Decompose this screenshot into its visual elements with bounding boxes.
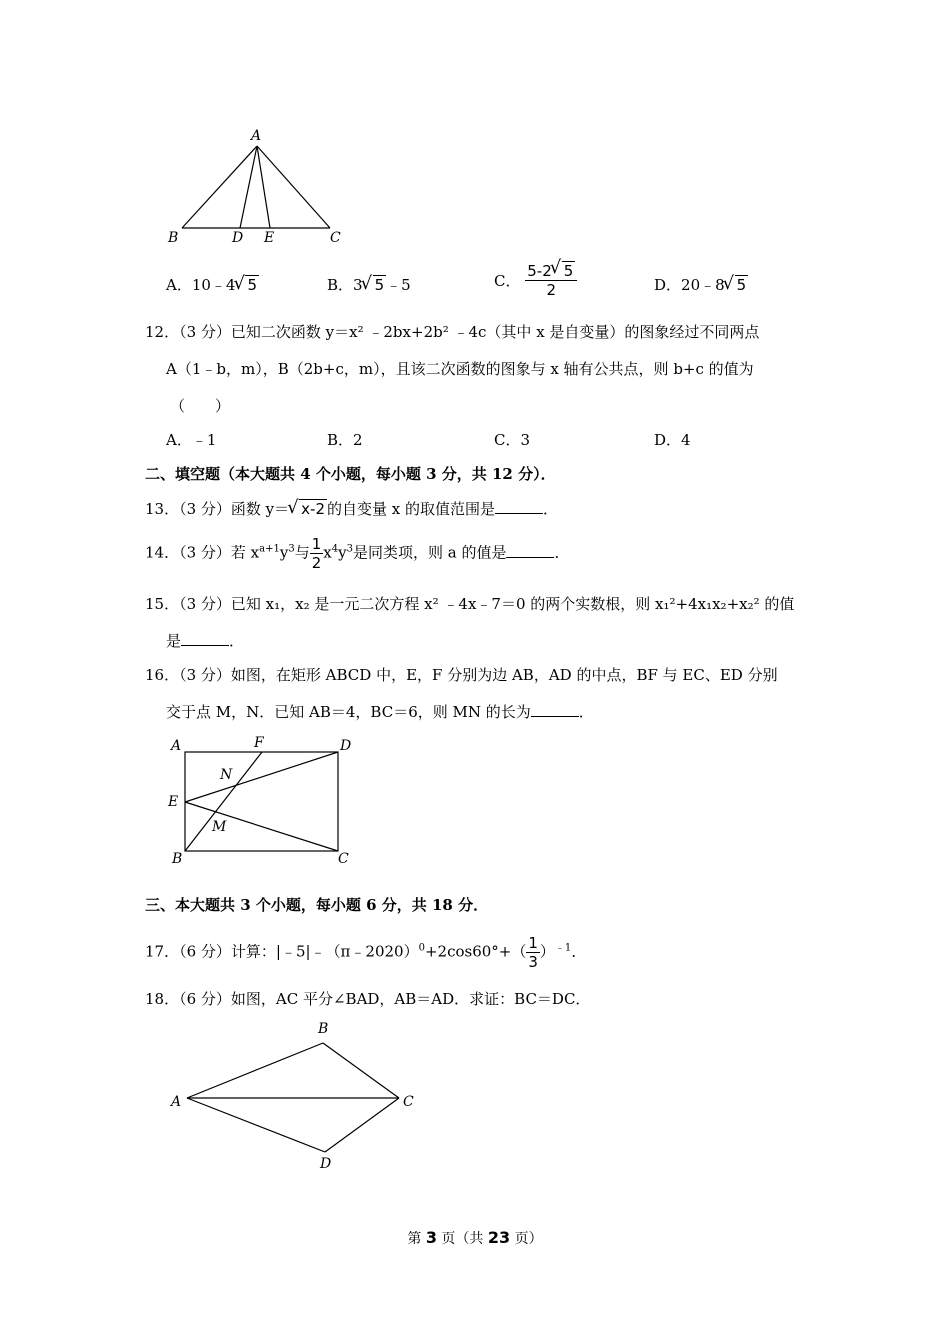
answer-blank [506, 543, 554, 558]
section-3-heading: 三、本大题共 3 个小题，每小题 6 分，共 18 分． [145, 896, 489, 914]
q11-option-c: C． $\frac{5-2√ 5}{2}$ [494, 262, 577, 299]
section-2-heading: 二、填空题（本大题共 4 个小题，每小题 3 分，共 12 分）． [145, 465, 556, 483]
label-A: A [251, 128, 262, 144]
answer-blank [531, 702, 579, 717]
label-B: B [172, 851, 183, 867]
label-C: C [330, 230, 341, 246]
q15-line1: 15．（3 分）已知 x₁，x₂ 是一元二次方程 x² ﹣4x﹣7＝0 的两个实数根，则 x₁²+4x₁x₂+x₂² 的值 [145, 595, 795, 613]
q14: 14．（3 分）若 $x^{a+1}y^3$与 $\frac{1}{2}$ $x^4y^3$是同类项，则 a 的值是 ． [145, 535, 570, 572]
q16-line2: 交于点 M，N．已知 AB＝4，BC＝6，则 MN 的长为 ． [166, 703, 594, 721]
rectangle-figure-q16 [165, 732, 365, 872]
page-footer: 第 3 页（共 23 页） [407, 1228, 543, 1247]
q11-option-d: D．20﹣8√ 5 [654, 274, 748, 295]
q12-line2: A（1﹣b，m），B（2b+c，m），且该二次函数的图象与 x 轴有公共点，则 b+c 的值为 [166, 360, 754, 378]
label-C: C [403, 1094, 414, 1110]
label-A: A [171, 1094, 182, 1110]
label-N: N [220, 767, 233, 783]
label-B: B [168, 230, 179, 246]
q12-option-c: C．3 [494, 431, 531, 449]
q11-option-a: A．10﹣4√ 5 [166, 274, 259, 295]
label-C: C [338, 851, 349, 867]
q16-line1: 16．（3 分）如图，在矩形 ABCD 中，E，F 分别为边 AB，AD 的中点，BF 与 EC、ED 分别 [145, 666, 778, 684]
q12-option-a: A．﹣1 [166, 431, 217, 449]
q12-option-b: B．2 [327, 431, 363, 449]
label-M: M [212, 819, 227, 835]
label-A: A [171, 738, 182, 754]
label-E: E [168, 794, 179, 810]
label-B: B [318, 1021, 329, 1037]
q18: 18．（6 分）如图，AC 平分∠BAD，AB＝AD．求证：BC＝DC． [145, 990, 591, 1008]
label-E: E [264, 230, 275, 246]
q13: 13．（3 分）函数 y＝√ x-2 的自变量 x 的取值范围是 ． [145, 498, 558, 519]
answer-blank [495, 499, 543, 514]
label-D: D [232, 230, 244, 246]
q12-line1: 12．（3 分）已知二次函数 y＝x² ﹣2bx+2b² ﹣4c（其中 x 是自变量）的图象经过不同两点 [145, 323, 760, 341]
q12-option-d: D．4 [654, 431, 691, 449]
q12-line3: （ ） [170, 397, 231, 415]
q11-option-b: B．3√ 5 ﹣5 [327, 274, 411, 295]
label-D: D [320, 1156, 332, 1172]
triangle-figure-q11 [160, 122, 360, 252]
label-F: F [254, 735, 264, 751]
label-D: D [340, 738, 352, 754]
kite-figure-q18 [165, 1015, 425, 1175]
answer-blank [181, 631, 229, 646]
q17: 17．（6 分）计算：|﹣5|﹣（π﹣2020）$^0$+2cos60°+（ $\frac{1}{3}$ ）$^{﹣1}$． [145, 934, 587, 971]
q15-line2: 是 ． [166, 632, 245, 650]
